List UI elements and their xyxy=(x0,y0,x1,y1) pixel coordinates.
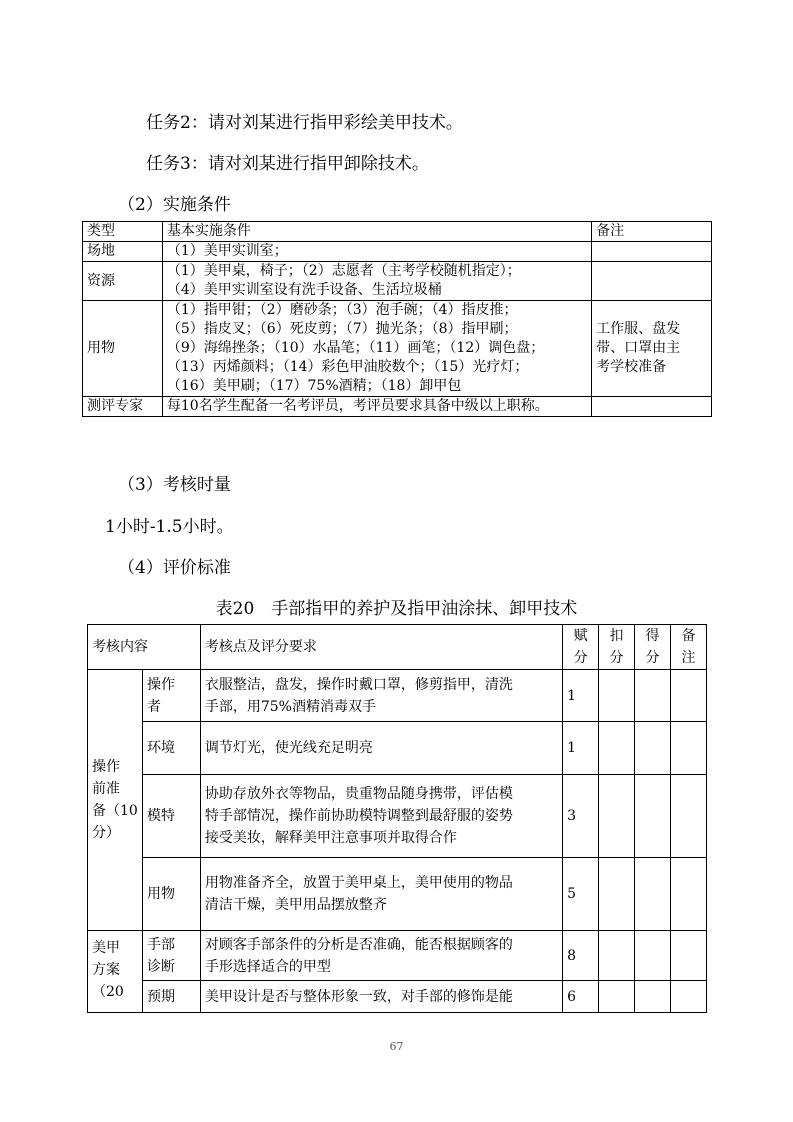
item-name-line: 操作 xyxy=(146,676,175,693)
header-char: 得 xyxy=(645,628,660,644)
item-name-line: 预期 xyxy=(146,988,175,1005)
got-cell xyxy=(635,670,671,722)
row-content xyxy=(162,262,591,301)
header-char: 分 xyxy=(645,650,660,666)
item-requirement xyxy=(200,981,562,1013)
note-line: 工作服、盘发 xyxy=(596,321,681,337)
table-row xyxy=(88,981,707,1013)
req-line: 协助存放外衣等物品，贵重物品随身携带，评估模 xyxy=(204,786,513,802)
group-label-line: 操作 xyxy=(92,759,120,775)
group-label-line: （20 xyxy=(92,984,124,1000)
deduct-cell xyxy=(599,858,635,931)
group-label-line: 前准 xyxy=(92,781,120,797)
table-row xyxy=(88,670,707,722)
header-char: 注 xyxy=(681,650,696,666)
group-label-line: 美甲 xyxy=(92,940,120,956)
req-line: 衣服整洁，盘发，操作时戴口罩，修剪指甲，清洗 xyxy=(204,676,513,693)
table-row xyxy=(83,262,712,301)
content-line: （4）美甲实训室设有洗手设备、生活垃圾桶 xyxy=(166,282,442,298)
table-row xyxy=(88,931,707,981)
item-requirement xyxy=(200,670,562,722)
item-score: 6 xyxy=(563,981,599,1013)
got-cell xyxy=(635,858,671,931)
group-label-line: 方案 xyxy=(92,962,120,978)
item-score: 1 xyxy=(563,722,599,775)
scoring-table xyxy=(87,624,707,1013)
row-note xyxy=(592,262,712,301)
table-caption: 表20 手部指甲的养护及指甲油涂抹、卸甲技术 xyxy=(215,599,578,619)
task3-text: 任务3：请对刘某进行指甲卸除技术。 xyxy=(146,154,429,174)
note-line: 带、口罩由主 xyxy=(596,340,681,356)
table-row xyxy=(88,775,707,858)
header-char: 扣 xyxy=(609,628,624,644)
note-cell xyxy=(671,722,707,775)
row-note xyxy=(592,242,712,262)
req-line: 美甲设计是否与整体形象一致，对手部的修饰是能 xyxy=(204,988,513,1005)
page-number: 67 xyxy=(389,1040,404,1053)
item-name xyxy=(142,858,200,931)
header-type: 类型 xyxy=(83,222,163,242)
row-note xyxy=(592,397,712,417)
got-cell xyxy=(635,775,671,858)
row-type: 测评专家 xyxy=(83,397,163,417)
row-note xyxy=(592,301,712,397)
header-score xyxy=(563,625,599,670)
header-char: 赋 xyxy=(573,628,588,644)
note-cell xyxy=(671,775,707,858)
row-type: 用物 xyxy=(83,301,163,397)
req-line: 手形选择适合的甲型 xyxy=(204,958,331,975)
deduct-cell xyxy=(599,722,635,775)
item-name xyxy=(142,931,200,981)
item-name-line: 者 xyxy=(146,698,161,715)
group-label xyxy=(88,931,143,1013)
table-header-row xyxy=(88,625,707,670)
deduct-cell xyxy=(599,775,635,858)
header-content: 基本实施条件 xyxy=(162,222,591,242)
group-label xyxy=(88,670,143,931)
header-got xyxy=(635,625,671,670)
table-row xyxy=(83,397,712,417)
item-score: 8 xyxy=(563,931,599,981)
section-4-heading: （4）评价标准 xyxy=(118,558,231,578)
req-line: 调节灯光，使光线充足明亮 xyxy=(204,740,373,756)
req-line: 接受美妆，解释美甲注意事项并取得合作 xyxy=(204,830,457,846)
header-char: 分 xyxy=(573,650,588,666)
header-char: 备 xyxy=(681,628,696,644)
req-line: 清洁干燥，美甲用品摆放整齐 xyxy=(204,897,387,913)
note-cell xyxy=(671,858,707,931)
header-note xyxy=(671,625,707,670)
item-name xyxy=(142,981,200,1013)
content-line: （1）美甲实训室； xyxy=(166,243,288,259)
table-row xyxy=(88,858,707,931)
item-requirement xyxy=(200,931,562,981)
content-line: （16）美甲刷；（17）75%酒精；（18）卸甲包 xyxy=(166,378,462,394)
item-name-line: 环境 xyxy=(146,740,175,756)
row-content xyxy=(162,242,591,262)
content-line: （9）海绵挫条；（10）水晶笔；（11）画笔；（12）调色盘； xyxy=(166,340,545,356)
item-score: 3 xyxy=(563,775,599,858)
item-name xyxy=(142,722,200,775)
note-line: 考学校准备 xyxy=(596,359,667,375)
header-deduct xyxy=(599,625,635,670)
row-content xyxy=(162,397,591,417)
row-type: 场地 xyxy=(83,242,163,262)
item-requirement xyxy=(200,722,562,775)
item-name-line: 手部 xyxy=(146,936,175,953)
note-cell xyxy=(671,981,707,1013)
note-cell xyxy=(671,931,707,981)
header-points: 考核点及评分要求 xyxy=(200,625,562,670)
table-header-row xyxy=(83,222,712,242)
conditions-table xyxy=(82,221,712,417)
task2-text: 任务2：请对刘某进行指甲彩绘美甲技术。 xyxy=(146,113,463,133)
deduct-cell xyxy=(599,931,635,981)
header-char: 分 xyxy=(609,650,624,666)
group-label-line: 分） xyxy=(92,825,120,841)
req-line: 手部，用75%酒精消毒双手 xyxy=(204,698,376,715)
group-label-line: 备（10 xyxy=(92,803,138,819)
section-2-heading: （2）实施条件 xyxy=(118,195,231,215)
req-line: 用物准备齐全，放置于美甲桌上，美甲使用的物品 xyxy=(204,875,513,891)
content-line: （5）指皮叉；（6）死皮剪；（7）抛光条；（8）指甲刷； xyxy=(166,321,518,337)
content-line: （1）美甲桌，椅子；（2）志愿者（主考学校随机指定）； xyxy=(166,263,521,279)
header-note: 备注 xyxy=(592,222,712,242)
item-name-line: 用物 xyxy=(146,886,175,902)
item-requirement xyxy=(200,775,562,858)
req-line: 对顾客手部条件的分析是否准确，能否根据顾客的 xyxy=(204,936,513,953)
header-content: 考核内容 xyxy=(88,625,201,670)
row-content xyxy=(162,301,591,397)
item-name-line: 诊断 xyxy=(146,958,175,975)
time-text: 1小时-1.5小时。 xyxy=(105,517,234,537)
table-row xyxy=(88,722,707,775)
note-cell xyxy=(671,670,707,722)
got-cell xyxy=(635,931,671,981)
item-score: 5 xyxy=(563,858,599,931)
req-line: 特手部情况，操作前协助模特调整到最舒服的姿势 xyxy=(204,808,513,824)
got-cell xyxy=(635,722,671,775)
item-name-line: 模特 xyxy=(146,808,175,824)
item-requirement xyxy=(200,858,562,931)
table-row xyxy=(83,301,712,397)
got-cell xyxy=(635,981,671,1013)
item-name xyxy=(142,775,200,858)
item-name xyxy=(142,670,200,722)
content-line: （13）丙烯颜料；（14）彩色甲油胶数个；（15）光疗灯； xyxy=(166,359,529,375)
table-row xyxy=(83,242,712,262)
row-type: 资源 xyxy=(83,262,163,301)
item-score: 1 xyxy=(563,670,599,722)
deduct-cell xyxy=(599,670,635,722)
content-line: （1）指甲钳；（2）磨砂条；（3）泡手碗；（4）指皮推； xyxy=(166,302,518,318)
deduct-cell xyxy=(599,981,635,1013)
section-3-heading: （3）考核时量 xyxy=(118,475,231,495)
content-line: 每10名学生配备一名考评员，考评员要求具备中级以上职称。 xyxy=(166,398,549,414)
